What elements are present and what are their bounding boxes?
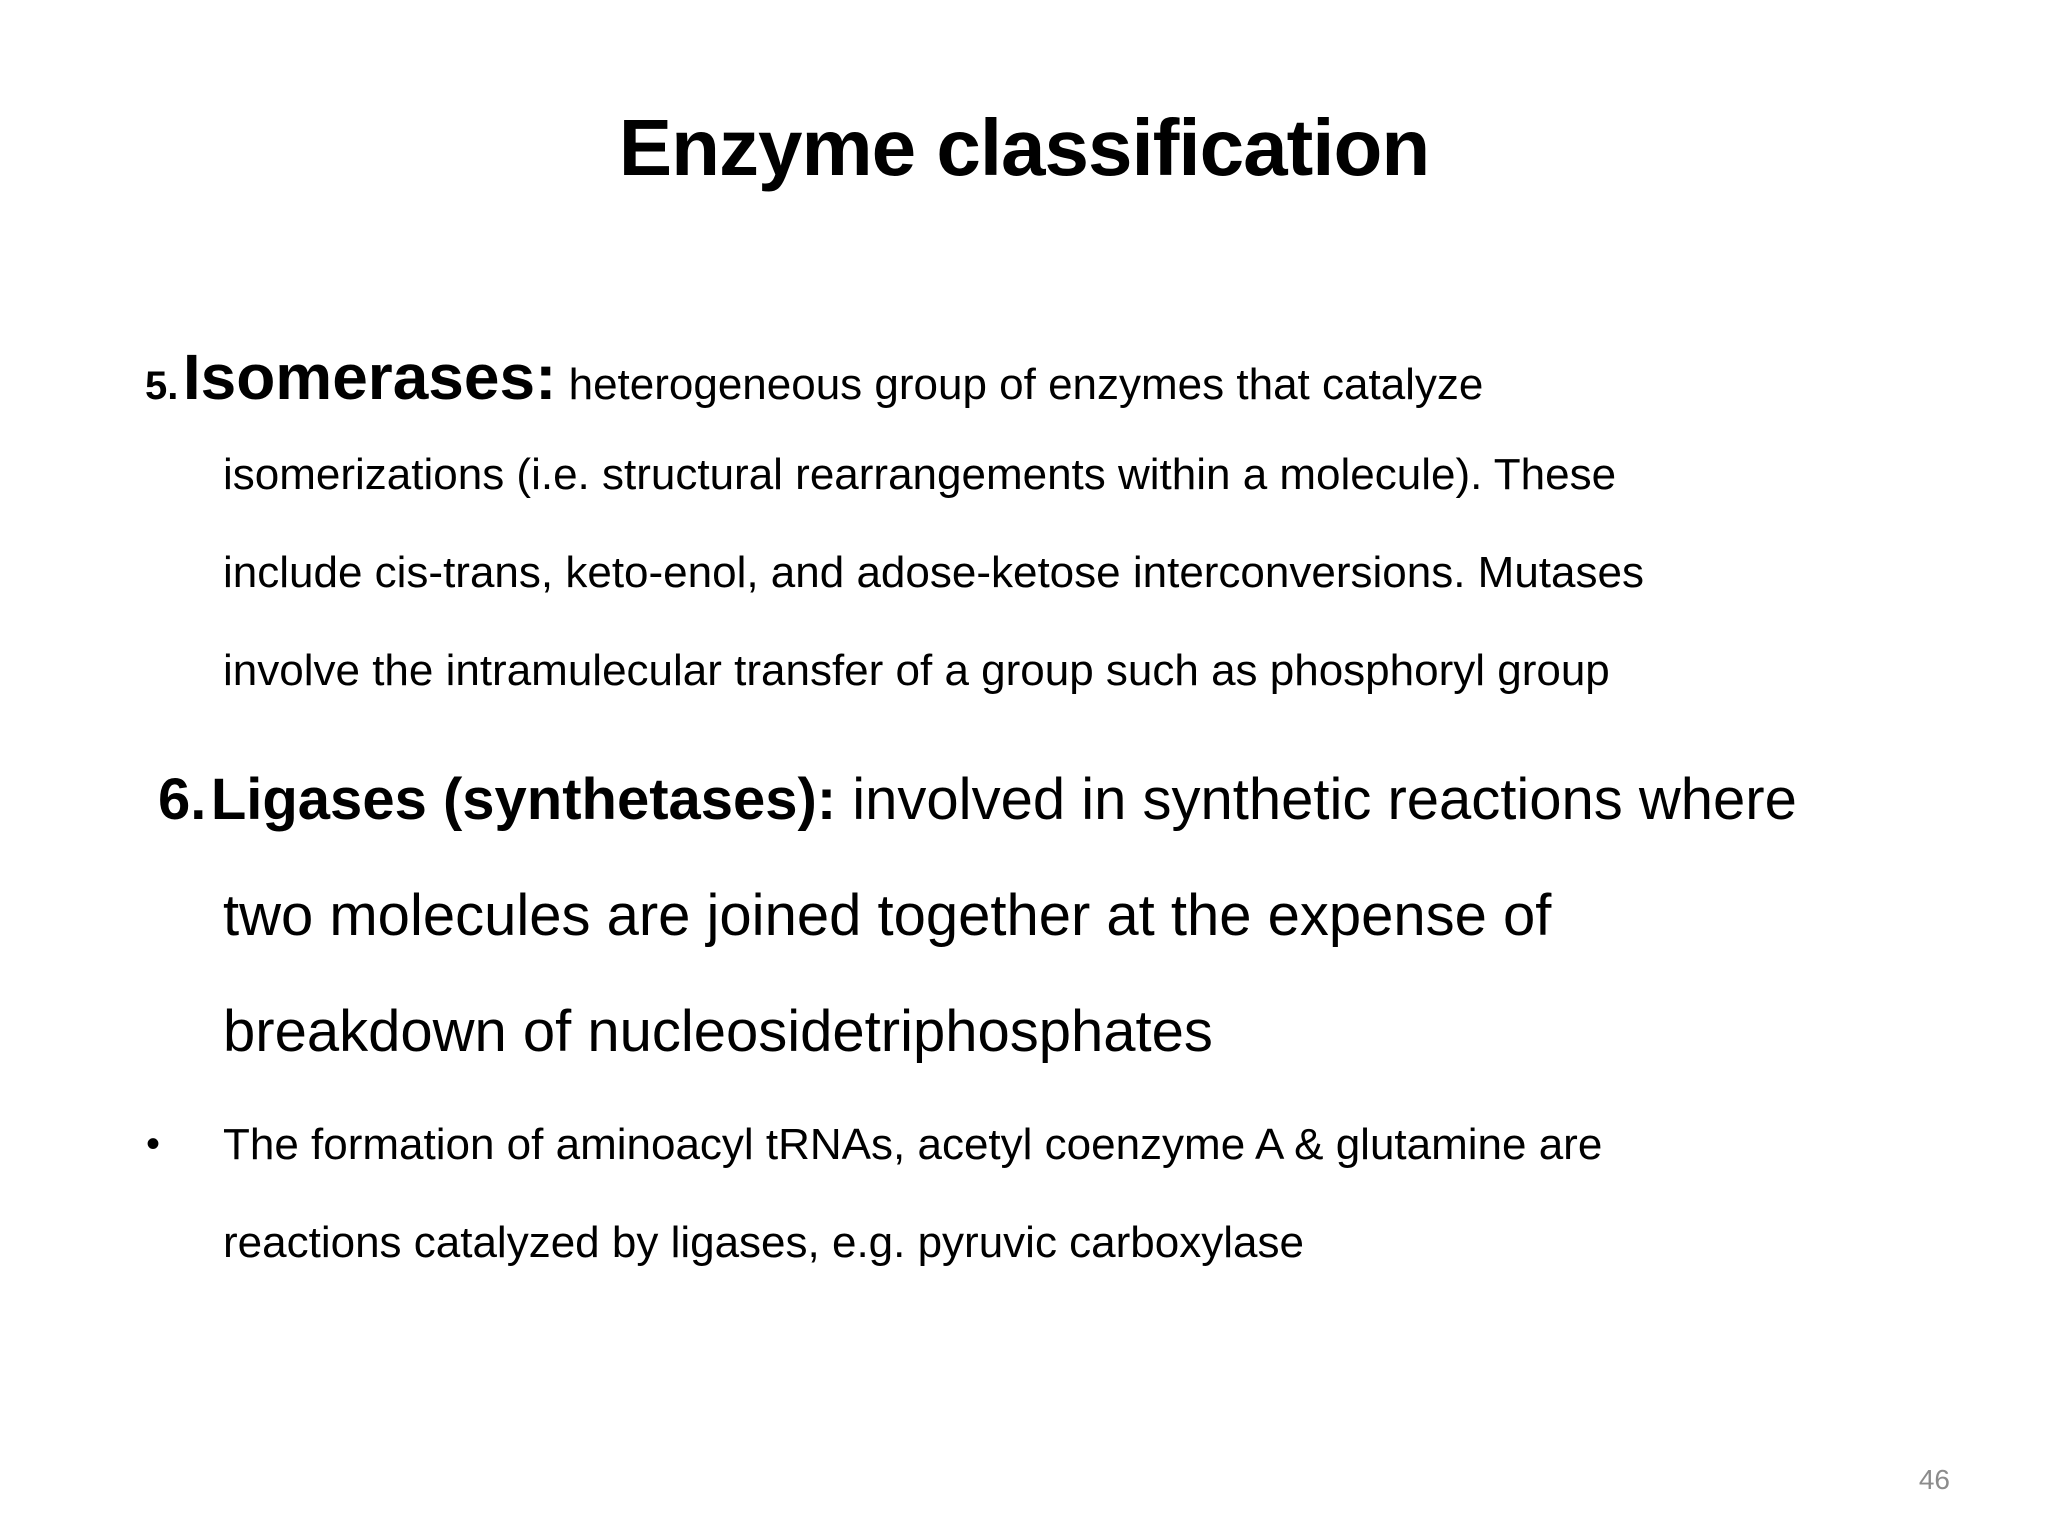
ligases-line-1: involved in synthetic reactions where [836, 767, 1797, 832]
isomerases-line-4: involve the intramulecular transfer of a group such as phosphoryl group [223, 646, 1610, 695]
ligases-line-3: breakdown of nucleosidetriphosphates [223, 999, 1213, 1064]
page-number: 46 [1918, 1464, 1950, 1495]
isomerases-term: Isomerases: [182, 341, 557, 413]
isomerases-heading-line [145, 340, 1483, 414]
ligases-term: Ligases (synthetases): [210, 767, 837, 832]
isomerases-number: 5. [145, 364, 179, 408]
isomerases-line-1: heterogeneous group of enzymes that catalyze [556, 360, 1484, 409]
isomerases-line-3: include cis-trans, keto-enol, and adose-ketose interconversions. Mutases [223, 548, 1644, 597]
bullet-symbol: • [146, 1122, 161, 1166]
slide-title: Enzyme classification [618, 103, 1430, 192]
bullet-line-2: reactions catalyzed by ligases, e.g. pyruvic carboxylase [223, 1218, 1304, 1267]
bullet-line-1: The formation of aminoacyl tRNAs, acetyl coenzyme A & glutamine are [223, 1120, 1603, 1169]
ligases-number: 6. [158, 767, 207, 832]
isomerases-line-2: isomerizations (i.e. structural rearrangements within a molecule). These [223, 450, 1617, 499]
ligases-heading-line [158, 766, 1797, 833]
ligases-line-2: two molecules are joined together at the expense of [223, 883, 1552, 948]
